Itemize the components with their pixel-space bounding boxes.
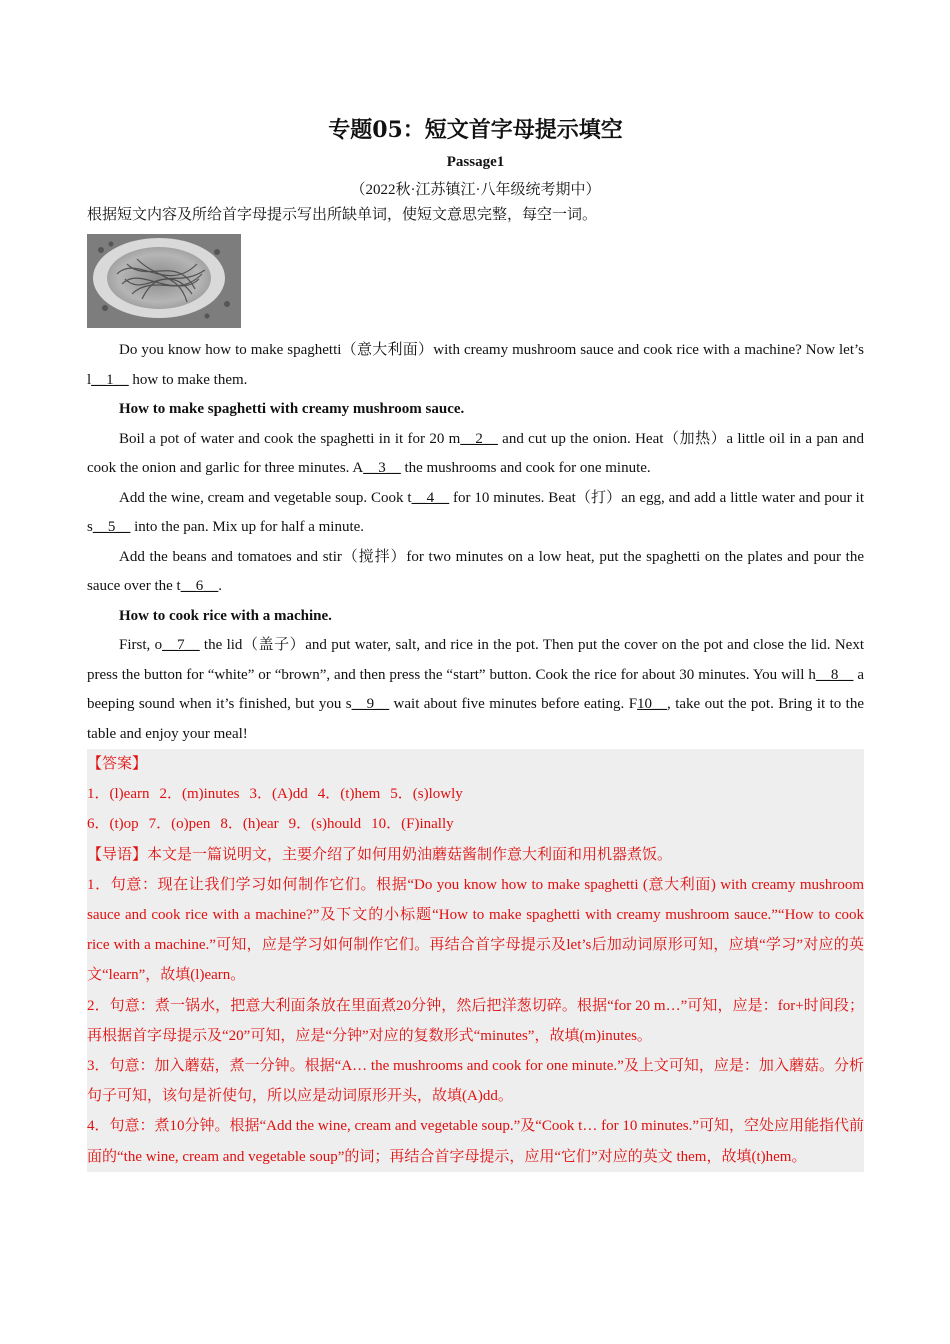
answer-row-2 bbox=[87, 809, 864, 839]
blank-7[interactable]: __7__ bbox=[162, 637, 200, 653]
answer-item: 5．(s)lowly bbox=[390, 786, 463, 803]
blank-1[interactable]: __1__ bbox=[91, 371, 129, 388]
blank-2[interactable]: __2__ bbox=[460, 430, 498, 447]
answer-row-1 bbox=[87, 779, 864, 809]
section-heading-spaghetti: How to make spaghetti with creamy mushroom sauce. bbox=[119, 401, 465, 417]
passage-label: Passage1 bbox=[446, 154, 505, 170]
blank-4[interactable]: __4__ bbox=[411, 489, 450, 506]
answer-label: 【答案】 bbox=[87, 756, 148, 772]
spaghetti-photo-icon bbox=[87, 234, 241, 328]
answer-item: 10．(F)inally bbox=[371, 816, 454, 833]
answer-item: 2．(m)inutes bbox=[159, 786, 240, 803]
passage-paragraph-4: Add the beans and tomatoes and stir（搅拌）for two minutes on a low heat, put the spaghetti on the plates and pour the sauce over the t__6__. bbox=[87, 548, 864, 594]
answer-item: 1．(l)earn bbox=[87, 786, 150, 803]
explanation-1: 1．句意：现在让我们学习如何制作它们。根据“Do you know how to make spaghetti (意大利面) with creamy mushroom sauce and cook rice with a machine?”及下文的小标题“How to make spaghetti with creamy mushroom sauce.”“How to cook rice with a machine.”可知，应是学习如何制作它们。再结合首字母提示及let’s后加动词原形可知，应填“学习”对应的英文“learn”，故填(l)earn。 bbox=[87, 876, 864, 984]
exam-source: （2022秋·江苏镇江·八年级统考期中） bbox=[350, 182, 601, 198]
answer-item: 9．(s)hould bbox=[288, 816, 362, 833]
explanation-3: 3．句意：加入蘑菇，煮一分钟。根据“A… the mushrooms and cook for one minute.”及上文可知，应是：加入蘑菇。分析句子可知，该句是祈使句，所以应是动词原形开头，故填(A)dd。 bbox=[87, 1058, 864, 1105]
answer-section bbox=[87, 749, 864, 1172]
blank-6[interactable]: __6__ bbox=[180, 578, 219, 594]
blank-9[interactable]: __9__ bbox=[351, 696, 390, 712]
passage-paragraph-3: Add the wine, cream and vegetable soup. Cook t__4__ for 10 minutes. Beat（打）an egg, and add a little water and pour it s__5__ into the pan. Mix up for half a minute. bbox=[87, 489, 864, 535]
section-heading-rice: How to cook rice with a machine. bbox=[119, 607, 332, 624]
page-title: 专题05：短文首字母提示填空 bbox=[328, 117, 623, 143]
blank-8[interactable]: __8__ bbox=[815, 666, 854, 683]
answer-item: 8．(h)ear bbox=[220, 816, 279, 833]
passage-paragraph-2: Boil a pot of water and cook the spaghetti in it for 20 m__2__ and cut up the onion. Heat（加热）a little oil in a pan and cook the onion and garlic for three minutes. A__3__ the mushrooms and cook for one minute. bbox=[87, 430, 864, 476]
answer-item: 4．(t)hem bbox=[317, 786, 381, 803]
answer-item: 6．(t)op bbox=[87, 816, 139, 833]
explanation-4: 4．句意：煮10分钟。根据“Add the wine, cream and vegetable soup.”及“Cook t… for 10 minutes.”可知，空处应用能指代前面的“the wine, cream and vegetable soup”的词；再结合首字母提示，应用“它们”对应的英文 them，故填(t)hem。 bbox=[87, 1118, 864, 1165]
blank-10[interactable]: 10__ bbox=[637, 696, 668, 712]
explanation-2: 2．句意：煮一锅水，把意大利面条放在里面煮20分钟，然后把洋葱切碎。根据“for 20 m…”可知，应是：for+时间段；再根据首字母提示及“20”可知，应是“分钟”对应的复数形式“minutes”，故填(m)inutes。 bbox=[87, 997, 864, 1044]
document-page bbox=[87, 112, 864, 1172]
instruction: 根据短文内容及所给首字母提示写出所缺单词，使短文意思完整，每空一词。 bbox=[87, 207, 598, 223]
blank-3[interactable]: __3__ bbox=[363, 460, 401, 476]
passage-paragraph-5: First, o__7__ the lid（盖子）and put water, salt, and rice in the pot. Then put the cover on the pot and close the lid. Next press the button for “white” or “brown”, and then press the “start” button. Cook the rice for about 30 minutes. You will h__8__ a beeping sound when it’s finished, but you s__9__ wait about five minutes before eating. F10__, take out the pot. Bring it to the table and enjoy your meal! bbox=[87, 637, 865, 742]
answer-intro: 【导语】本文是一篇说明文，主要介绍了如何用奶油蘑菇酱制作意大利面和用机器煮饭。 bbox=[87, 846, 673, 863]
blank-5[interactable]: __5__ bbox=[92, 519, 131, 535]
passage-paragraph-1: Do you know how to make spaghetti（意大利面）with creamy mushroom sauce and cook rice with a machine? Now let’s l__1__ how to make them. bbox=[87, 342, 864, 388]
answer-item: 7．(o)pen bbox=[148, 816, 211, 833]
answer-item: 3．(A)dd bbox=[249, 786, 308, 803]
